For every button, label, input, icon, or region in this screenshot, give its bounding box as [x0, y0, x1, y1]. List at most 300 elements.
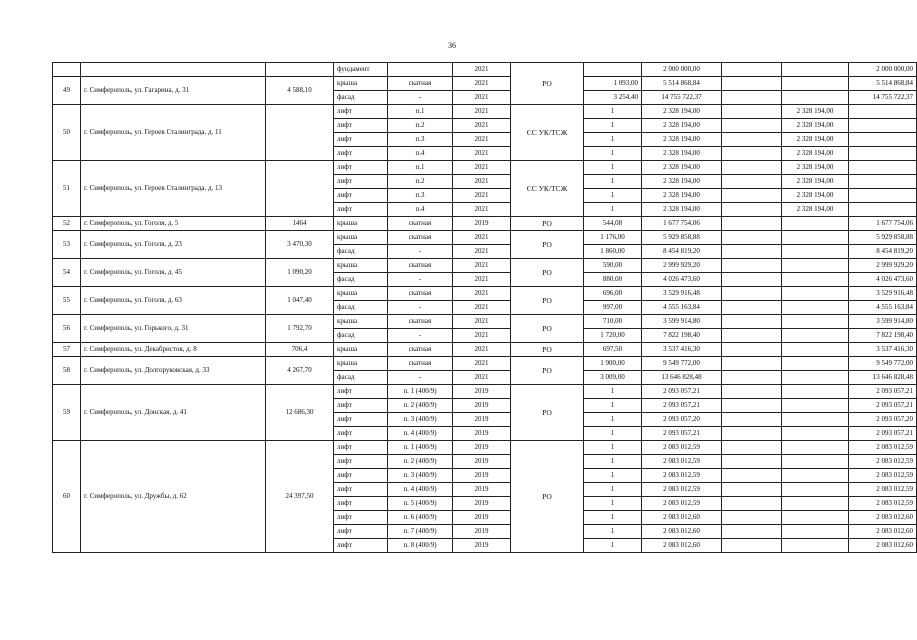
- source-2-cell: [782, 483, 849, 497]
- cost-cell: 5 514 868,84: [642, 77, 722, 91]
- source-3-cell: 2 999 929,20: [849, 259, 917, 273]
- element-cell: крыша: [334, 287, 388, 301]
- source-1-cell: [722, 497, 782, 511]
- year-cell: 2021: [453, 105, 511, 119]
- source-1-cell: [722, 301, 782, 315]
- source-2-cell: 2 328 194,00: [782, 189, 849, 203]
- source-3-cell: 2 083 012,59: [849, 441, 917, 455]
- cost-cell: 2 328 194,00: [642, 105, 722, 119]
- source-1-cell: [722, 357, 782, 371]
- element-cell: лифт: [334, 203, 388, 217]
- cost-cell: 2 083 012,59: [642, 497, 722, 511]
- row-number: 56: [53, 315, 81, 343]
- source-1-cell: [722, 231, 782, 245]
- cost-cell: 2 093 057,21: [642, 385, 722, 399]
- source-2-cell: [782, 273, 849, 287]
- qty-cell: 1: [584, 399, 642, 413]
- cost-cell: 14 755 722,37: [642, 91, 722, 105]
- year-cell: 2019: [453, 427, 511, 441]
- year-cell: 2021: [453, 119, 511, 133]
- element-cell: лифт: [334, 105, 388, 119]
- year-cell: 2019: [453, 455, 511, 469]
- year-cell: 2019: [453, 441, 511, 455]
- table-row: [53, 357, 917, 371]
- qty-cell: 1: [584, 483, 642, 497]
- source-2-cell: [782, 511, 849, 525]
- type-cell: п. 4 (400/9): [388, 427, 453, 441]
- source-1-cell: [722, 329, 782, 343]
- method-cell: РО: [511, 231, 584, 259]
- year-cell: 2021: [453, 287, 511, 301]
- element-cell: лифт: [334, 133, 388, 147]
- method-cell: РО: [511, 357, 584, 385]
- cost-cell: 2 083 012,60: [642, 525, 722, 539]
- area-cell: 1 792,70: [266, 315, 334, 343]
- source-2-cell: [782, 77, 849, 91]
- source-2-cell: [782, 287, 849, 301]
- type-cell: п.2: [388, 175, 453, 189]
- source-1-cell: [722, 259, 782, 273]
- table-row: [53, 231, 917, 245]
- element-cell: лифт: [334, 189, 388, 203]
- type-cell: -: [388, 371, 453, 385]
- year-cell: 2021: [453, 259, 511, 273]
- type-cell: -: [388, 245, 453, 259]
- source-1-cell: [722, 217, 782, 231]
- element-cell: фасад: [334, 91, 388, 105]
- qty-cell: 697,50: [584, 343, 642, 357]
- source-1-cell: [722, 91, 782, 105]
- source-2-cell: [782, 343, 849, 357]
- area-cell: 4 267,70: [266, 357, 334, 385]
- type-cell: скатная: [388, 357, 453, 371]
- year-cell: 2021: [453, 329, 511, 343]
- source-3-cell: 2 083 012,59: [849, 469, 917, 483]
- qty-cell: 1: [584, 427, 642, 441]
- cost-cell: 9 549 772,00: [642, 357, 722, 371]
- row-number: 59: [53, 385, 81, 441]
- source-3-cell: 2 093 057,21: [849, 427, 917, 441]
- element-cell: лифт: [334, 413, 388, 427]
- type-cell: скатная: [388, 343, 453, 357]
- element-cell: фундамент: [334, 63, 388, 77]
- source-1-cell: [722, 161, 782, 175]
- source-3-cell: 3 537 416,30: [849, 343, 917, 357]
- address-cell: г. Симферополь, ул. Горького, д. 31: [81, 315, 266, 343]
- type-cell: п. 8 (400/9): [388, 539, 453, 553]
- source-3-cell: 2 083 012,59: [849, 483, 917, 497]
- element-cell: лифт: [334, 147, 388, 161]
- source-3-cell: 9 549 772,00: [849, 357, 917, 371]
- source-2-cell: 2 328 194,00: [782, 105, 849, 119]
- capital-repair-table: [52, 62, 917, 553]
- table-body: [53, 63, 917, 553]
- source-3-cell: 2 083 012,60: [849, 511, 917, 525]
- source-3-cell: 5 929 858,88: [849, 231, 917, 245]
- element-cell: лифт: [334, 483, 388, 497]
- area-cell: 4 588,10: [266, 77, 334, 105]
- address-cell: г. Симферополь, ул. Донская, д. 41: [81, 385, 266, 441]
- source-1-cell: [722, 343, 782, 357]
- source-1-cell: [722, 539, 782, 553]
- element-cell: фасад: [334, 371, 388, 385]
- source-1-cell: [722, 175, 782, 189]
- source-3-cell: 5 514 868,84: [849, 77, 917, 91]
- cost-cell: 2 093 057,21: [642, 399, 722, 413]
- table-row: [53, 259, 917, 273]
- row-number: 58: [53, 357, 81, 385]
- qty-cell: 1 860,00: [584, 245, 642, 259]
- type-cell: п.3: [388, 189, 453, 203]
- address-cell: г. Симферополь, ул. Героев Сталинграда, д. 11: [81, 105, 266, 161]
- method-cell: РО: [511, 343, 584, 357]
- type-cell: скатная: [388, 231, 453, 245]
- year-cell: 2019: [453, 539, 511, 553]
- cost-cell: 2 083 012,59: [642, 469, 722, 483]
- source-1-cell: [722, 203, 782, 217]
- element-cell: крыша: [334, 343, 388, 357]
- year-cell: 2021: [453, 357, 511, 371]
- row-number: 60: [53, 441, 81, 553]
- row-number: 51: [53, 161, 81, 217]
- cost-cell: 2 328 194,00: [642, 147, 722, 161]
- source-3-cell: 2 093 057,21: [849, 385, 917, 399]
- cost-cell: 8 454 819,20: [642, 245, 722, 259]
- address-cell: г. Симферополь, ул. Гоголя, д. 63: [81, 287, 266, 315]
- qty-cell: [584, 63, 642, 77]
- row-number: 49: [53, 77, 81, 105]
- source-2-cell: [782, 385, 849, 399]
- source-2-cell: [782, 357, 849, 371]
- method-cell: РО: [511, 63, 584, 105]
- element-cell: фасад: [334, 273, 388, 287]
- source-1-cell: [722, 315, 782, 329]
- cost-cell: 2 328 194,00: [642, 203, 722, 217]
- source-1-cell: [722, 427, 782, 441]
- type-cell: п. 3 (400/9): [388, 413, 453, 427]
- source-3-cell: [849, 147, 917, 161]
- type-cell: п.4: [388, 147, 453, 161]
- cost-cell: 3 537 416,30: [642, 343, 722, 357]
- source-3-cell: 2 093 057,21: [849, 399, 917, 413]
- table-row: [53, 77, 917, 91]
- table-row: [53, 63, 917, 77]
- source-3-cell: 2 000 000,00: [849, 63, 917, 77]
- qty-cell: 880,00: [584, 273, 642, 287]
- year-cell: 2021: [453, 147, 511, 161]
- cost-cell: 2 083 012,59: [642, 483, 722, 497]
- source-1-cell: [722, 413, 782, 427]
- area-cell: [266, 63, 334, 77]
- source-3-cell: [849, 161, 917, 175]
- source-2-cell: 2 328 194,00: [782, 203, 849, 217]
- source-2-cell: [782, 217, 849, 231]
- cost-cell: 5 929 858,88: [642, 231, 722, 245]
- cost-cell: 4 026 473,60: [642, 273, 722, 287]
- type-cell: скатная: [388, 217, 453, 231]
- type-cell: п.1: [388, 105, 453, 119]
- qty-cell: 1 093,00: [584, 77, 642, 91]
- year-cell: 2021: [453, 161, 511, 175]
- source-1-cell: [722, 189, 782, 203]
- source-3-cell: 3 529 916,48: [849, 287, 917, 301]
- type-cell: п.4: [388, 203, 453, 217]
- qty-cell: 3 254,40: [584, 91, 642, 105]
- row-number: 55: [53, 287, 81, 315]
- element-cell: фасад: [334, 245, 388, 259]
- source-3-cell: 2 093 057,20: [849, 413, 917, 427]
- source-2-cell: [782, 413, 849, 427]
- table-row: [53, 217, 917, 231]
- cost-cell: 2 083 012,60: [642, 539, 722, 553]
- cost-cell: 2 083 012,59: [642, 455, 722, 469]
- method-cell: РО: [511, 315, 584, 343]
- source-1-cell: [722, 371, 782, 385]
- source-3-cell: 4 026 473,60: [849, 273, 917, 287]
- source-2-cell: [782, 315, 849, 329]
- qty-cell: 1: [584, 469, 642, 483]
- qty-cell: 1 720,00: [584, 329, 642, 343]
- type-cell: п.3: [388, 133, 453, 147]
- qty-cell: 1: [584, 147, 642, 161]
- qty-cell: 1: [584, 119, 642, 133]
- type-cell: -: [388, 91, 453, 105]
- type-cell: п. 2 (400/9): [388, 455, 453, 469]
- method-cell: РО: [511, 287, 584, 315]
- area-cell: 24 397,50: [266, 441, 334, 553]
- source-2-cell: [782, 301, 849, 315]
- type-cell: п.1: [388, 161, 453, 175]
- source-2-cell: [782, 525, 849, 539]
- page-number: 36: [448, 41, 456, 50]
- element-cell: крыша: [334, 77, 388, 91]
- source-1-cell: [722, 399, 782, 413]
- address-cell: г. Симферополь, ул. Гоголя, д. 5: [81, 217, 266, 231]
- source-2-cell: [782, 497, 849, 511]
- source-1-cell: [722, 105, 782, 119]
- source-2-cell: 2 328 194,00: [782, 147, 849, 161]
- cost-cell: 2 093 057,21: [642, 427, 722, 441]
- year-cell: 2021: [453, 343, 511, 357]
- source-3-cell: 3 599 914,80: [849, 315, 917, 329]
- qty-cell: 696,00: [584, 287, 642, 301]
- qty-cell: 1: [584, 385, 642, 399]
- source-2-cell: [782, 91, 849, 105]
- address-cell: г. Симферополь, ул. Героев Сталинграда, д. 13: [81, 161, 266, 217]
- address-cell: г. Симферополь, ул. Гоголя, д. 23: [81, 231, 266, 259]
- cost-cell: 2 328 194,00: [642, 189, 722, 203]
- type-cell: скатная: [388, 259, 453, 273]
- year-cell: 2021: [453, 245, 511, 259]
- cost-cell: 2 328 194,00: [642, 161, 722, 175]
- source-3-cell: [849, 133, 917, 147]
- cost-cell: 2 328 194,00: [642, 133, 722, 147]
- source-2-cell: 2 328 194,00: [782, 119, 849, 133]
- source-2-cell: [782, 231, 849, 245]
- year-cell: 2019: [453, 497, 511, 511]
- row-number: 52: [53, 217, 81, 231]
- area-cell: [266, 161, 334, 217]
- type-cell: скатная: [388, 287, 453, 301]
- type-cell: п. 7 (400/9): [388, 525, 453, 539]
- year-cell: 2021: [453, 63, 511, 77]
- source-3-cell: [849, 119, 917, 133]
- source-3-cell: 2 083 012,60: [849, 539, 917, 553]
- cost-cell: 2 328 194,00: [642, 119, 722, 133]
- method-cell: РО: [511, 259, 584, 287]
- element-cell: лифт: [334, 427, 388, 441]
- year-cell: 2021: [453, 91, 511, 105]
- year-cell: 2019: [453, 413, 511, 427]
- method-cell: РО: [511, 441, 584, 553]
- source-2-cell: [782, 399, 849, 413]
- cost-cell: 2 328 194,00: [642, 175, 722, 189]
- element-cell: фасад: [334, 301, 388, 315]
- year-cell: 2021: [453, 175, 511, 189]
- source-1-cell: [722, 273, 782, 287]
- source-3-cell: 1 677 754,06: [849, 217, 917, 231]
- source-2-cell: 2 328 194,00: [782, 175, 849, 189]
- method-cell: РО: [511, 385, 584, 441]
- qty-cell: 1: [584, 175, 642, 189]
- source-1-cell: [722, 469, 782, 483]
- element-cell: лифт: [334, 385, 388, 399]
- address-cell: г. Симферополь, ул. Гоголя, д. 45: [81, 259, 266, 287]
- year-cell: 2019: [453, 483, 511, 497]
- cost-cell: 3 599 914,80: [642, 315, 722, 329]
- address-cell: г. Симферополь, ул. Дружбы, д. 62: [81, 441, 266, 553]
- type-cell: п. 5 (400/9): [388, 497, 453, 511]
- qty-cell: 1 900,00: [584, 357, 642, 371]
- source-3-cell: 14 755 722,37: [849, 91, 917, 105]
- type-cell: п. 3 (400/9): [388, 469, 453, 483]
- area-cell: 1 047,40: [266, 287, 334, 315]
- source-1-cell: [722, 455, 782, 469]
- area-cell: 1464: [266, 217, 334, 231]
- year-cell: 2019: [453, 217, 511, 231]
- element-cell: лифт: [334, 119, 388, 133]
- element-cell: лифт: [334, 511, 388, 525]
- table-row: [53, 315, 917, 329]
- address-cell: г. Симферополь, ул. Гагарина, д. 31: [81, 77, 266, 105]
- row-number: [53, 63, 81, 77]
- source-1-cell: [722, 287, 782, 301]
- cost-cell: 2 083 012,60: [642, 511, 722, 525]
- source-3-cell: [849, 105, 917, 119]
- table-row: [53, 105, 917, 119]
- source-3-cell: 13 646 828,48: [849, 371, 917, 385]
- row-number: 53: [53, 231, 81, 259]
- qty-cell: 1 176,00: [584, 231, 642, 245]
- source-1-cell: [722, 525, 782, 539]
- cost-cell: 2 000 000,00: [642, 63, 722, 77]
- type-cell: -: [388, 273, 453, 287]
- element-cell: лифт: [334, 469, 388, 483]
- source-2-cell: [782, 259, 849, 273]
- qty-cell: 1: [584, 455, 642, 469]
- source-1-cell: [722, 385, 782, 399]
- method-cell: РО: [511, 217, 584, 231]
- element-cell: лифт: [334, 175, 388, 189]
- element-cell: лифт: [334, 399, 388, 413]
- type-cell: скатная: [388, 77, 453, 91]
- source-2-cell: [782, 245, 849, 259]
- qty-cell: 710,00: [584, 315, 642, 329]
- source-3-cell: 4 555 163,84: [849, 301, 917, 315]
- source-2-cell: [782, 455, 849, 469]
- source-1-cell: [722, 77, 782, 91]
- qty-cell: 1: [584, 539, 642, 553]
- year-cell: 2021: [453, 203, 511, 217]
- year-cell: 2021: [453, 189, 511, 203]
- element-cell: лифт: [334, 539, 388, 553]
- cost-cell: 2 093 057,20: [642, 413, 722, 427]
- source-1-cell: [722, 441, 782, 455]
- source-1-cell: [722, 119, 782, 133]
- source-2-cell: [782, 329, 849, 343]
- element-cell: крыша: [334, 357, 388, 371]
- source-1-cell: [722, 133, 782, 147]
- table-row: [53, 385, 917, 399]
- element-cell: крыша: [334, 231, 388, 245]
- element-cell: лифт: [334, 455, 388, 469]
- year-cell: 2019: [453, 385, 511, 399]
- element-cell: крыша: [334, 259, 388, 273]
- type-cell: п. 1 (400/9): [388, 385, 453, 399]
- year-cell: 2021: [453, 231, 511, 245]
- qty-cell: 1: [584, 133, 642, 147]
- qty-cell: 1: [584, 161, 642, 175]
- qty-cell: 544,08: [584, 217, 642, 231]
- type-cell: -: [388, 301, 453, 315]
- row-number: 57: [53, 343, 81, 357]
- area-cell: [266, 105, 334, 161]
- qty-cell: 1: [584, 497, 642, 511]
- element-cell: крыша: [334, 217, 388, 231]
- source-2-cell: [782, 469, 849, 483]
- method-cell: СС УК/ТСЖ: [511, 161, 584, 217]
- qty-cell: 1: [584, 441, 642, 455]
- type-cell: скатная: [388, 315, 453, 329]
- source-2-cell: [782, 63, 849, 77]
- qty-cell: 1: [584, 525, 642, 539]
- qty-cell: 590,00: [584, 259, 642, 273]
- area-cell: 3 470,30: [266, 231, 334, 259]
- type-cell: [388, 63, 453, 77]
- source-2-cell: [782, 539, 849, 553]
- source-1-cell: [722, 245, 782, 259]
- qty-cell: 1: [584, 105, 642, 119]
- qty-cell: 3 009,00: [584, 371, 642, 385]
- table-row: [53, 343, 917, 357]
- source-2-cell: [782, 371, 849, 385]
- source-1-cell: [722, 511, 782, 525]
- source-3-cell: 2 083 012,59: [849, 455, 917, 469]
- element-cell: крыша: [334, 315, 388, 329]
- table-row: [53, 287, 917, 301]
- source-3-cell: 7 822 198,40: [849, 329, 917, 343]
- cost-cell: 7 822 198,40: [642, 329, 722, 343]
- source-1-cell: [722, 483, 782, 497]
- year-cell: 2019: [453, 469, 511, 483]
- cost-cell: 3 529 916,48: [642, 287, 722, 301]
- type-cell: -: [388, 329, 453, 343]
- address-cell: г. Симферополь, ул. Декабристов, д. 8: [81, 343, 266, 357]
- qty-cell: 1: [584, 511, 642, 525]
- source-2-cell: 2 328 194,00: [782, 161, 849, 175]
- address-cell: [81, 63, 266, 77]
- table-row: [53, 161, 917, 175]
